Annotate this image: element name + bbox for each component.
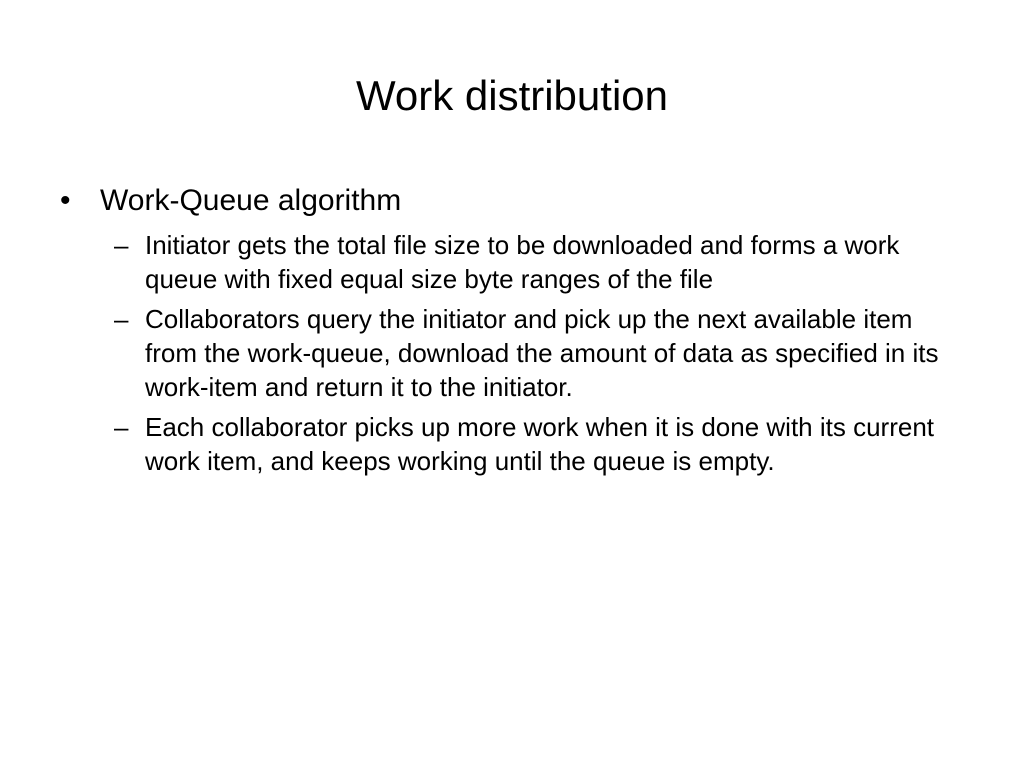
sub-bullet-item xyxy=(100,410,960,478)
bullet-list xyxy=(56,182,976,478)
sub-bullet-marker: – xyxy=(114,304,129,334)
slide-title: Work distribution xyxy=(355,72,668,119)
sub-bullet-text: Each collaborator picks up more work when it is done with its current work item, and keeps working until the queue is empty. xyxy=(145,412,935,476)
bullet-text: Work-Queue algorithm xyxy=(100,184,402,217)
bullet-marker: • xyxy=(60,184,71,217)
sub-bullet-text: Collaborators query the initiator and pick up the next available item from the work-queue, download the amount of data as specified in its work-item and return it to the initiator. xyxy=(145,304,939,402)
sub-bullet-marker: – xyxy=(114,412,129,442)
sub-bullet-list xyxy=(100,228,960,478)
sub-bullet-text: Initiator gets the total file size to be downloaded and forms a work queue with fixed equal size byte ranges of the file xyxy=(145,230,900,294)
bullet-item xyxy=(56,182,976,478)
sub-bullet-item xyxy=(100,228,960,296)
sub-bullet-item xyxy=(100,302,960,404)
sub-bullet-marker: – xyxy=(114,230,129,260)
